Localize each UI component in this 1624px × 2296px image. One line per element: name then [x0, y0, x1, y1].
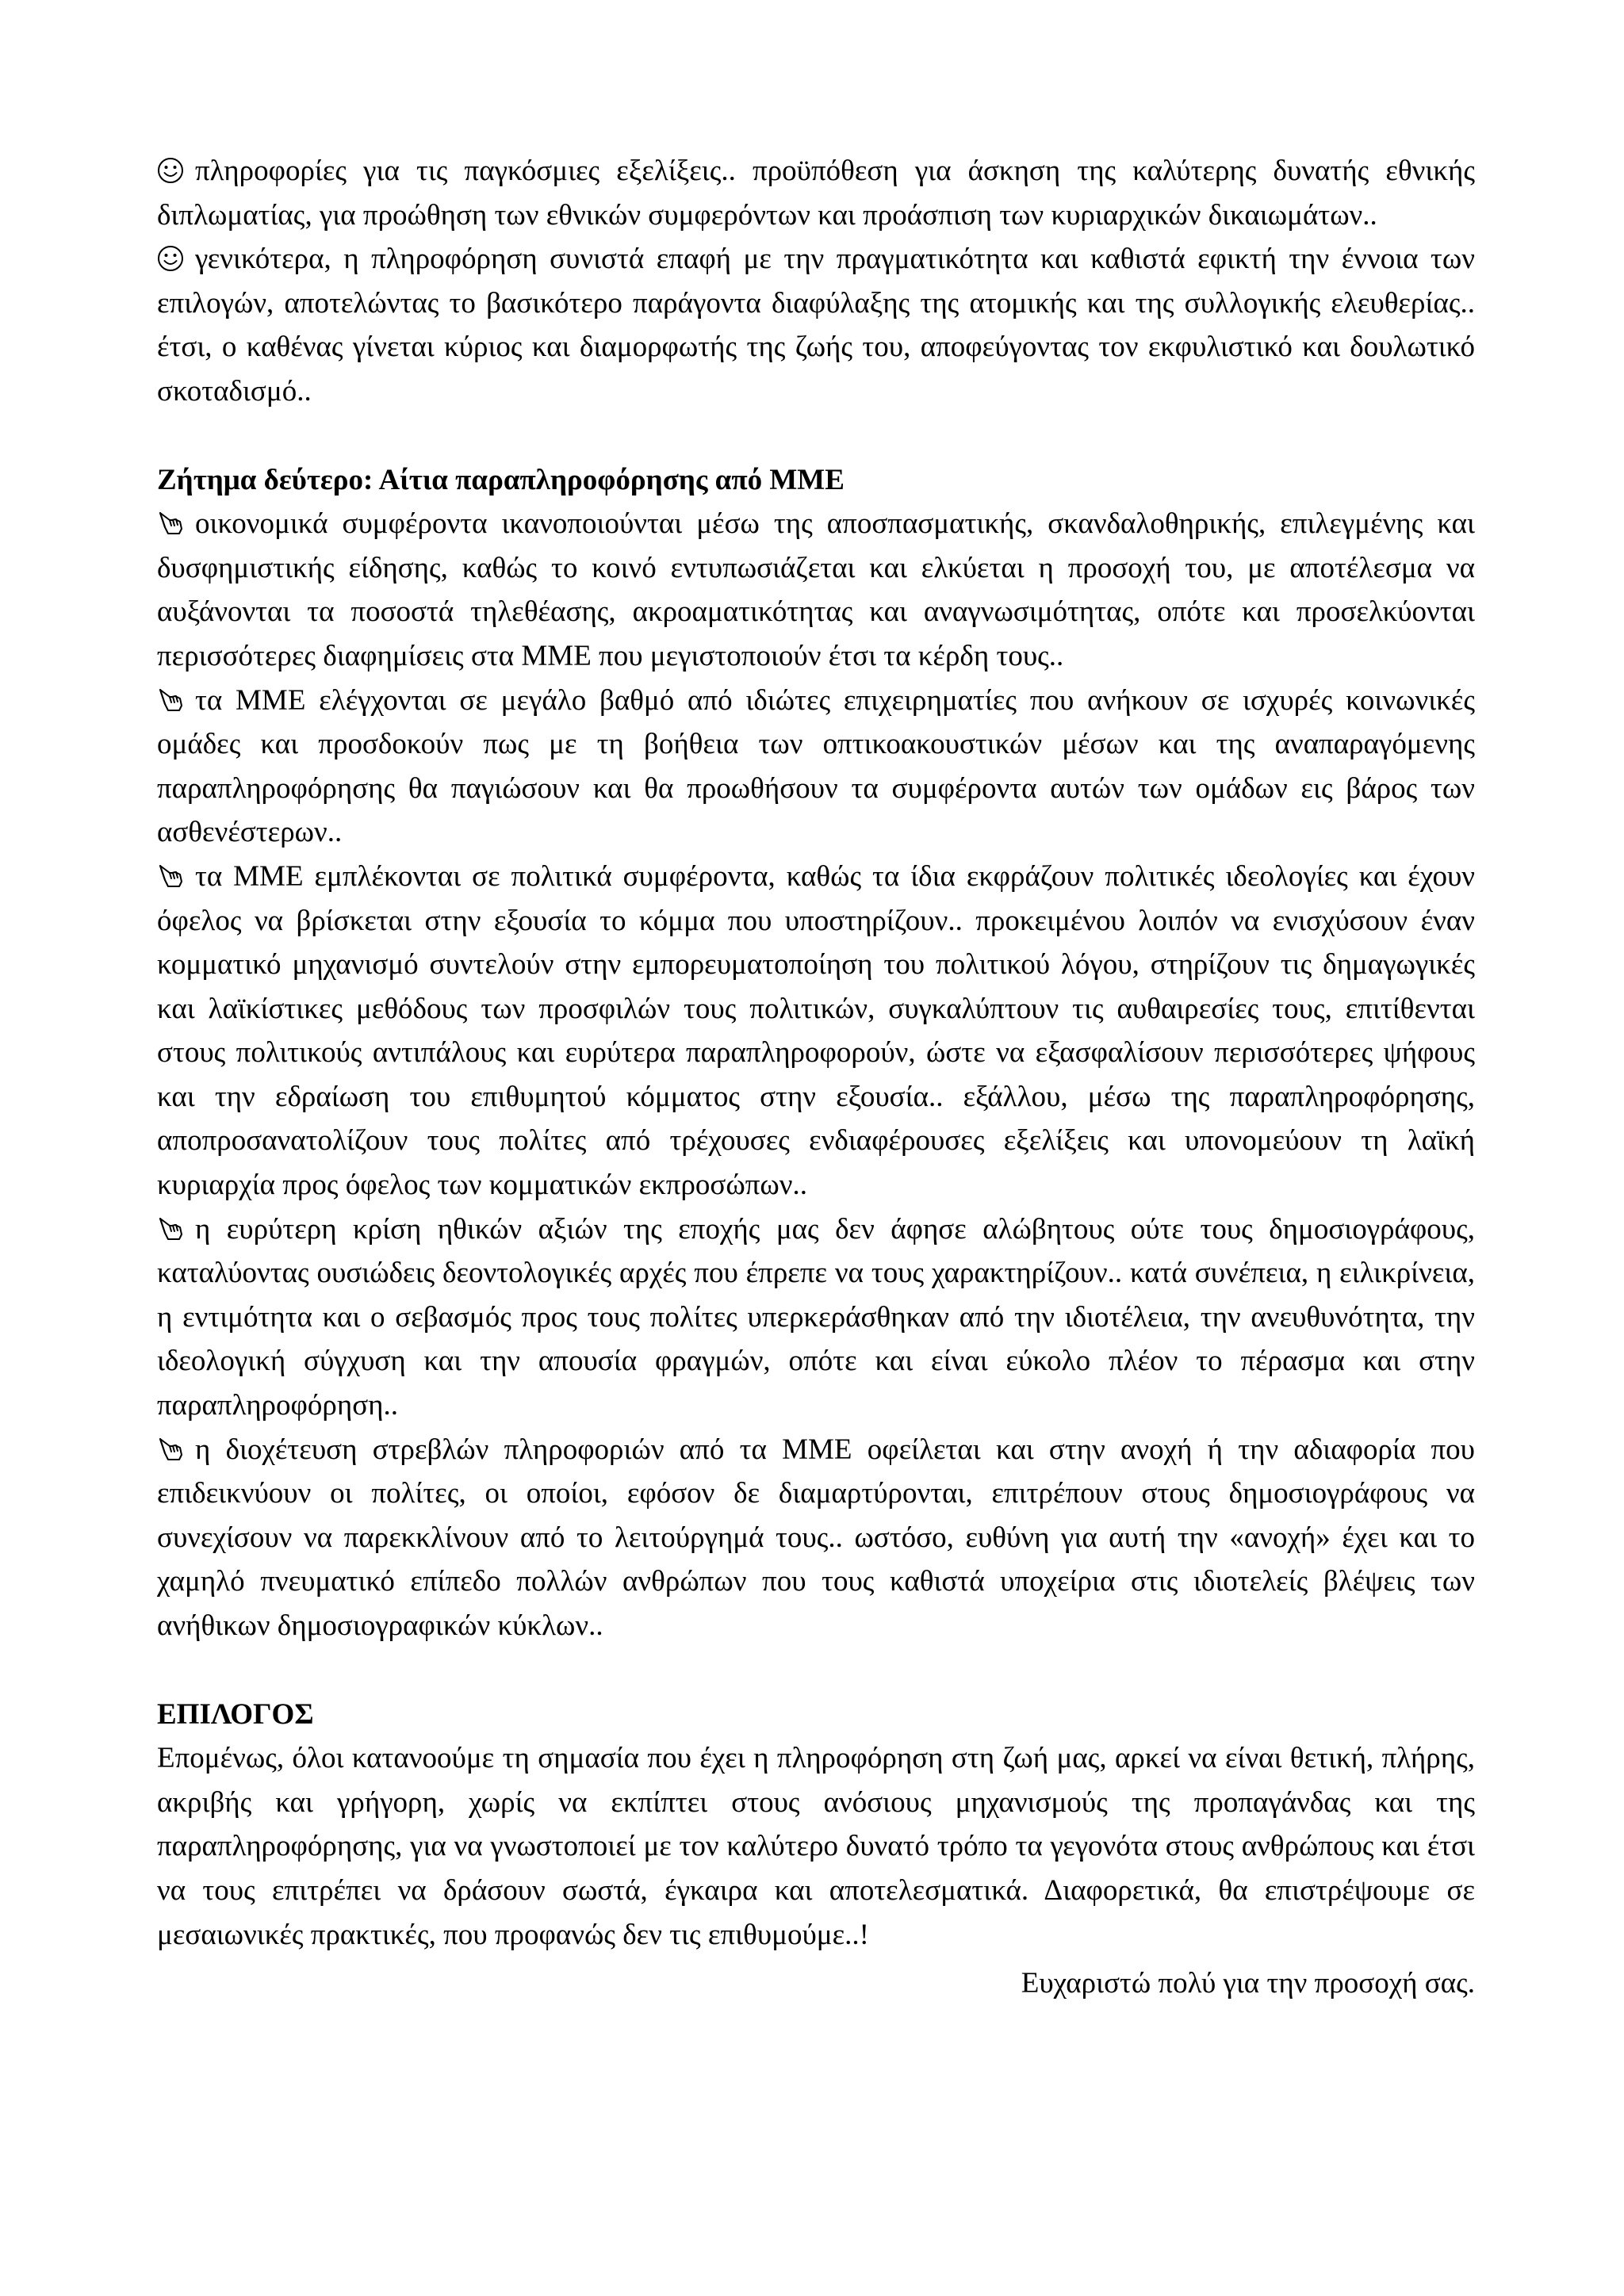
smiley-bullet-2-text: γενικότερα, η πληροφόρηση συνιστά επαφή με την πραγματικότητα και καθιστά εφικτή την έννοια των επιλογών, αποτελώντας το βασικότερο παράγοντα διαφύλαξης της ατομικής και της συλλογικής ελευθερίας.. έτσι, ο καθένας γίνεται κύριος και διαμορφωτής της ζωής του, αποφεύγοντας τον εκφυλιστικό και δουλωτικό σκοταδισμό..: [157, 243, 1475, 408]
section-2-heading: Ζήτημα δεύτερο: Αίτια παραπληροφόρησης από ΜΜΕ: [157, 463, 845, 496]
hand-bullet-1: [157, 502, 1475, 678]
hand-bullet-3-text: τα ΜΜΕ εμπλέκονται σε πολιτικά συμφέροντα, καθώς τα ίδια εκφράζουν πολιτικές ιδεολογίες και έχουν όφελος να βρίσκεται στην εξουσία το κόμμα που υποστηρίζουν.. προκειμένου λοιπόν να ενισχύσουν έναν κομματικό μηχανισμό συντελούν στην εμπορευματοποίηση του πολιτικού λόγου, στηρίζουν τις δημαγωγικές και λαϊκίστικες μεθόδους των προσφιλών τους πολιτικών, συγκαλύπτουν τις αυθαιρεσίες τους, επιτίθενται στους πολιτικούς αντιπάλους και ευρύτερα παραπληροφορούν, ώστε να εξασφαλίσουν περισσότερες ψήφους και την εδραίωση του επιθυμητού κόμματος στην εξουσία.. εξάλλου, μέσω της παραπληροφόρησης, αποπροσανατολίζουν τους πολίτες από τρέχουσες ενδιαφέρουσες εξελίξεις και υπονομεύουν τη λαϊκή κυριαρχία προς όφελος των κομματικών εκπροσώπων..: [157, 859, 1475, 1202]
epilogue-paragraph: Επομένως, όλοι κατανοούμε τη σημασία που έχει η πληροφόρηση στη ζωή μας, αρκεί να είναι θετική, πλήρης, ακριβής και γρήγορη, χωρίς να εκπίπτει στους ανόσιους μηχανισμούς της προπαγάνδας και της παραπληροφόρησης, για να γνωστοποιεί με τον καλύτερο δυνατό τρόπο τα γεγονότα στους ανθρώπους και έτσι να τους επιτρέπει να δράσουν σωστά, έγκαιρα και αποτελεσματικά. Διαφορετικά, θα επιστρέψουμε σε μεσαιωνικές πρακτικές, που προφανώς δεν τις επιθυμούμε..!: [157, 1742, 1475, 1951]
writing-hand-icon: [157, 1436, 184, 1463]
smiley-icon: [157, 245, 184, 272]
signoff-line: Ευχαριστώ πολύ για την προσοχή σας.: [1021, 1967, 1475, 2000]
section-spacer: [157, 1648, 1475, 1693]
hand-bullet-2-text: τα ΜΜΕ ελέγχονται σε μεγάλο βαθμό από ιδιώτες επιχειρηματίες που ανήκουν σε ισχυρές κοινωνικές ομάδες και προσδοκούν πως με τη βοήθεια των οπτικοακουστικών μέσων και της αναπαραγόμενης παραπληροφόρησης θα παγιώσουν και θα προωθήσουν τα συμφέροντα αυτών των ομάδων εις βάρος των ασθενέστερων..: [157, 683, 1475, 849]
writing-hand-icon: [157, 863, 184, 890]
hand-bullet-5-text: η διοχέτευση στρεβλών πληροφοριών από τα ΜΜΕ οφείλεται και στην ανοχή ή την αδιαφορία που επιδεικνύουν οι πολίτες, οι οποίοι, εφόσον δε διαμαρτύρονται, επιτρέπουν στους δημοσιογράφους να συνεχίσουν να παρεκκλίνουν από το λειτούργημά τους.. ωστόσο, ευθύνη για αυτή την «ανοχή» έχει και το χαμηλό πνευματικό επίπεδο πολλών ανθρώπων που τους καθιστά υποχείρια στις ιδιοτελείς βλέψεις των ανήθικων δημοσιογραφικών κύκλων..: [157, 1433, 1475, 1642]
writing-hand-icon: [157, 687, 184, 714]
smiley-icon: [157, 157, 184, 184]
hand-bullet-4: [157, 1207, 1475, 1428]
smiley-bullet-2: [157, 237, 1475, 413]
hand-bullet-5: [157, 1428, 1475, 1648]
hand-bullet-3: [157, 855, 1475, 1207]
hand-bullet-2: [157, 679, 1475, 855]
hand-bullet-4-text: η ευρύτερη κρίση ηθικών αξιών της εποχής μας δεν άφησε αλώβητους ούτε τους δημοσιογράφους, καταλύοντας ουσιώδεις δεοντολογικές αρχές που έπρεπε να τους χαρακτηρίζουν.. κατά συνέπεια, η ειλικρίνεια, η εντιμότητα και ο σεβασμός προς τους πολίτες υπερκεράσθηκαν από την ιδιοτέλεια, την ανευθυνότητα, την ιδεολογική σύγχυση και την απουσία φραγμών, οπότε και είναι εύκολο πλέον το πέρασμα και στην παραπληροφόρηση..: [157, 1212, 1475, 1422]
writing-hand-icon: [157, 1215, 184, 1242]
smiley-bullet-1-text: πληροφορίες για τις παγκόσμιες εξελίξεις.. προϋπόθεση για άσκηση της καλύτερης δυνατής εθνικής διπλωματίας, για προώθηση των εθνικών συμφερόντων και προάσπιση των κυριαρχικών δικαιωμάτων..: [157, 155, 1475, 232]
hand-bullet-1-text: οικονομικά συμφέροντα ικανοποιούνται μέσω της αποσπασματικής, σκανδαλοθηρικής, επιλεγμένης και δυσφημιστικής είδησης, καθώς το κοινό εντυπωσιάζεται και ελκύεται η προσοχή του, με αποτέλεσμα να αυξάνονται τα ποσοστά τηλεθέασης, ακροαματικότητας και αναγνωσιμότητας, οπότε και προσελκύονται περισσότερες διαφημίσεις στα ΜΜΕ που μεγιστοποιούν έτσι τα κέρδη τους..: [157, 507, 1475, 672]
writing-hand-icon: [157, 510, 184, 537]
document-page: [157, 149, 1475, 2006]
section-spacer: [157, 414, 1475, 458]
smiley-bullet-1: [157, 149, 1475, 237]
epilogue-heading: ΕΠΙΛΟΓΟΣ: [157, 1697, 314, 1731]
